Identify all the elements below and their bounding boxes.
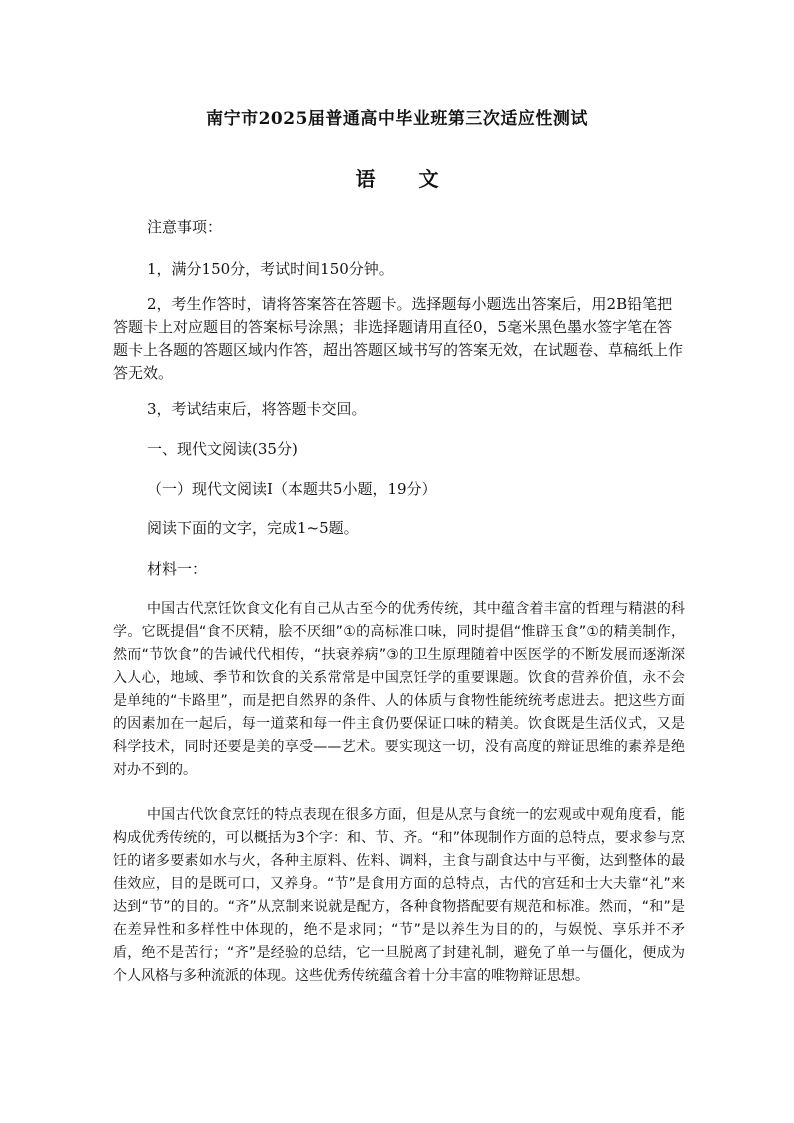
- subsection-title: （一）现代文阅读Ⅰ（本题共5小题，19分）: [147, 480, 437, 498]
- notice-item-1: 1，满分150分，考试时间150分钟。: [147, 260, 394, 278]
- reading-instruction: 阅读下面的文字，完成1~5题。: [147, 519, 359, 537]
- notice-item-3: 3，考试结束后，将答题卡交回。: [147, 400, 367, 418]
- exam-title: 南宁市2025届普通高中毕业班第三次适应性测试: [206, 109, 588, 129]
- material-paragraph-1: 中国古代烹饪饮食文化有自己从古至今的优秀传统，其中蕴含着丰富的哲理与精湛的科学。它既提倡“食不厌精，脍不厌细”①的高标准口味，同时提倡“惟辟玉食”①的精美制作，然而“节饮食”的告诫代代相传，“扶衰养病”③的卫生原理随着中医医学的不断发展而逐渐深入人心，地域、季节和饮食的关系常常是中国烹饪学的重要课题。饮食的营养价值，永不会是单纯的“卡路里”，而是把自然界的条件、人的体质与食物性能统统考虑进去。把这些方面的因素加在一起后，每一道菜和每一件主食仍要保证口味的精美。饮食既是生活仪式，又是科学技术，同时还要是美的享受——艺术。要实现这一切，没有高度的辩证思维的素养是绝对办不到的。: [113, 601, 685, 778]
- subject-title: 语 文: [355, 167, 439, 191]
- material-label: 材料一：: [147, 560, 208, 578]
- section-title: 一、现代文阅读(35分): [147, 440, 298, 458]
- notice-label: 注意事项：: [147, 218, 223, 236]
- notice-item-2: 2，考生作答时，请将答案答在答题卡。选择题每小题选出答案后，用2B铅笔把答题卡上对应题目的答案标号涂黑；非选择题请用直径0，5毫米黑色墨水签字笔在答题卡上各题的答题区域内作答，超出答题区域书写的答案无效，在试题卷、草稿纸上作答无效。: [113, 295, 684, 382]
- material-paragraph-2: 中国古代饮食烹饪的特点表现在很多方面，但是从烹与食统一的宏观或中观角度看，能构成优秀传统的，可以概括为3个字：和、节、齐。“和”体现制作方面的总特点，要求参与烹饪的诸多要素如水与火，各种主原料、佐料、调料，主食与副食达中与平衡，达到整体的最佳效应，目的是既可口，又养身。“节”是食用方面的总特点，古代的宫廷和士大夫靠“礼”来达到“节”的目的。“齐”从烹制来说就是配方，各种食物搭配要有规范和标准。然而，“和”是在差异性和多样性中体现的，绝不是求同；“节”是以养生为目的的，与娱悦、享乐并不矛盾，绝不是苦行；“齐”是经验的总结，它一旦脱离了封建礼制，避免了单一与僵化，便成为个人风格与多种流派的体现。这些优秀传统蕴含着十分丰富的唯物辩证思想。: [113, 807, 685, 984]
